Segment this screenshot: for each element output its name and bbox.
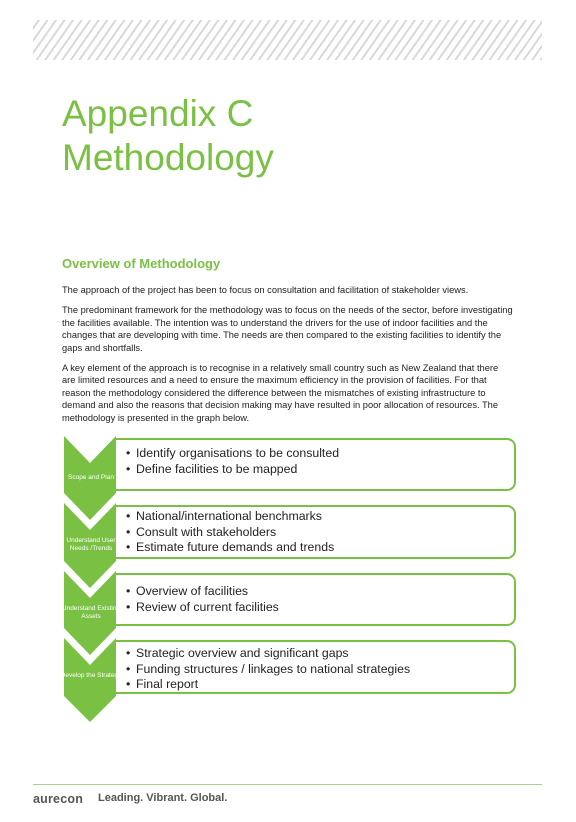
step-label-understand-existing-assets: Understand Existing Assets xyxy=(61,605,121,620)
section-body xyxy=(62,284,514,424)
step-box-scope-and-plan xyxy=(114,438,516,491)
step-label-scope-and-plan: Scope and Plan xyxy=(68,474,114,481)
step-item: • Identify organisations to be consulted xyxy=(126,446,514,462)
step-label-understand-user-needs: Understand User Needs /Trends xyxy=(66,537,116,552)
header-hatch-pattern xyxy=(33,20,542,60)
step-box-develop-the-strategy xyxy=(114,640,516,694)
step-item: • Define facilities to be mapped xyxy=(126,462,514,478)
footer-divider xyxy=(33,784,542,785)
paragraph-2: The predominant framework for the methodology was to focus on the needs of the sector, before investigating the facilities available. The intention was to understand the drivers for the use of indoor facilities and the changes that are developing with time. The needs are then compared to the existing facilities to identify the gaps and shortfalls. xyxy=(62,305,513,353)
step-item: • National/international benchmarks xyxy=(126,509,514,525)
step-item: • Funding structures / linkages to national strategies xyxy=(126,662,514,678)
paragraph-3: A key element of the approach is to recognise in a relatively small country such as New Zealand that there are limited resources and a need to ensure the maximum efficiency in the provision of facilities. For that reason the methodology considered the difference between the mismatches of existing infrastructure to demand and also the reasons that decision making may have resulted in poor allocation of resources. The methodology is presented in the graph below. xyxy=(62,363,499,423)
page-title-line-1: Appendix C xyxy=(62,93,254,134)
aurecon-logo xyxy=(33,792,83,806)
step-item: • Final report xyxy=(126,677,514,693)
step-item: • Strategic overview and significant gaps xyxy=(126,646,514,662)
step-box-understand-user-needs xyxy=(114,505,516,559)
step-item: • Review of current facilities xyxy=(126,600,514,616)
page-title-line-2: Methodology xyxy=(62,137,274,178)
section-heading: Overview of Methodology xyxy=(62,256,221,271)
step-item: • Estimate future demands and trends xyxy=(126,540,514,556)
step-item: • Overview of facilities xyxy=(126,584,514,600)
page-title xyxy=(62,92,274,180)
logo-wordmark: aurecon xyxy=(33,792,84,806)
footer-tagline: Leading. Vibrant. Global. xyxy=(98,792,228,804)
step-box-understand-existing-assets xyxy=(114,573,516,626)
step-label-develop-the-strategy: Develop the Strategy xyxy=(60,672,122,679)
paragraph-1: The approach of the project has been to focus on consultation and facilitation of stakeholder views. xyxy=(62,285,469,295)
step-item: • Consult with stakeholders xyxy=(126,525,514,541)
